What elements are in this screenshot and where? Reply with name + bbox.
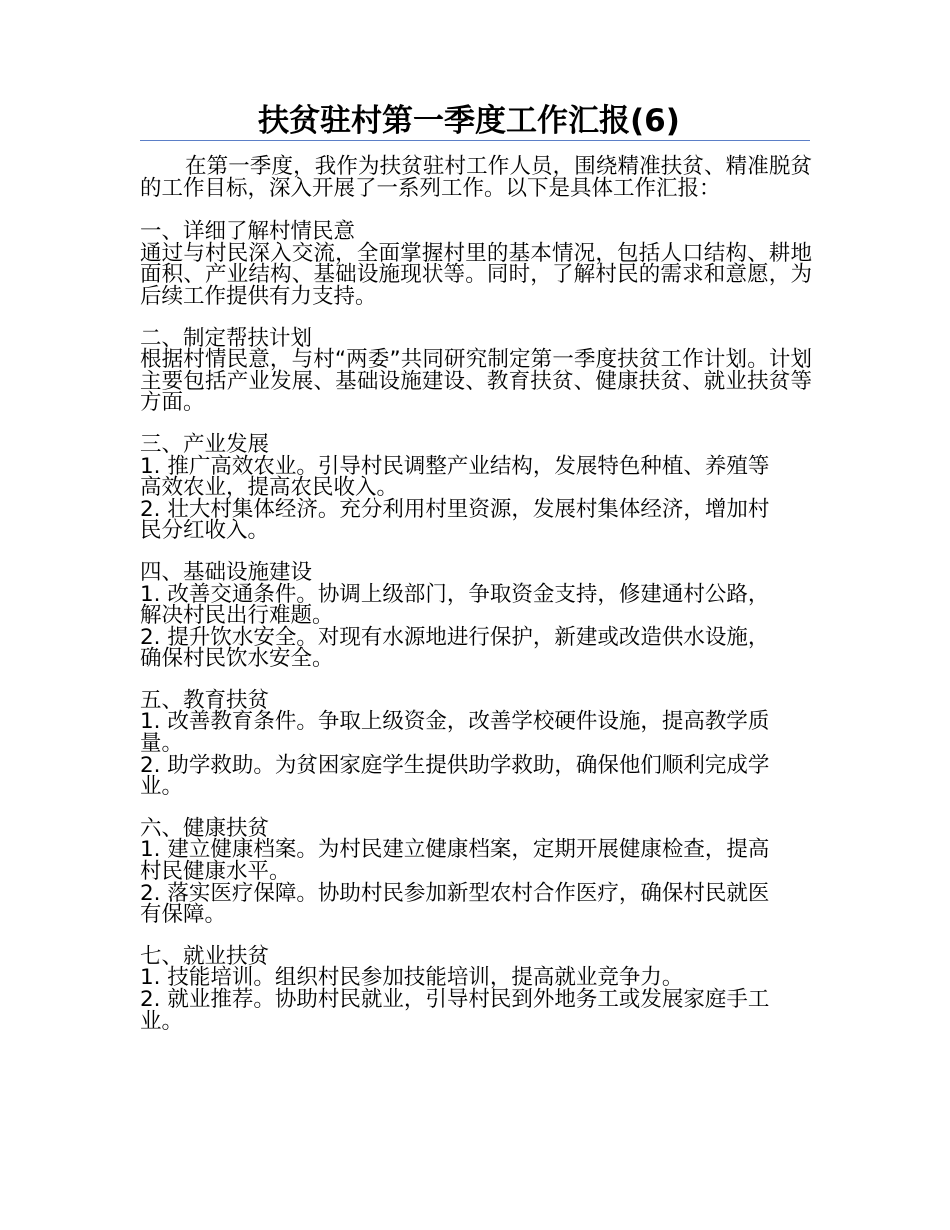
title-underline (140, 140, 810, 141)
section-heading: 七、就业扶贫 (140, 943, 270, 969)
section-2 (140, 325, 812, 416)
section-line: 1. 改善教育条件。争取上级资金，改善学校硬件设施，提高教学质量。 (140, 709, 770, 757)
document-body (140, 150, 812, 1052)
section-7 (140, 943, 812, 1034)
section-heading: 二、制定帮扶计划 (140, 325, 313, 351)
section-6 (140, 815, 812, 928)
section-line: 2. 助学救助。为贫困家庭学生提供助学救助，确保他们顺利完成学业。 (140, 752, 770, 800)
section-line: 2. 提升饮水安全。对现有水源地进行保护，新建或改造供水设施，确保村民饮水安全。 (140, 624, 770, 672)
section-heading: 六、健康扶贫 (140, 815, 270, 841)
section-heading: 三、产业发展 (140, 431, 270, 457)
section-3 (140, 431, 812, 544)
section-line: 2. 落实医疗保障。协助村民参加新型农村合作医疗，确保村民就医有保障。 (140, 880, 770, 928)
document-title: 扶贫驻村第一季度工作汇报(6) (258, 103, 680, 139)
section-heading: 四、基础设施建设 (140, 559, 313, 585)
intro-paragraph: 在第一季度，我作为扶贫驻村工作人员，围绕精准扶贫、精准脱贫的工作目标，深入开展了一系列工作。以下是具体工作汇报： (140, 154, 812, 201)
section-line: 通过与村民深入交流，全面掌握村里的基本情况，包括人口结构、耕地面积、产业结构、基础设施现状等。同时，了解村民的需求和意愿，为后续工作提供有力支持。 (140, 240, 812, 309)
section-line: 2. 壮大村集体经济。充分利用村里资源，发展村集体经济，增加村民分红收入。 (140, 496, 770, 544)
section-line: 1. 技能培训。组织村民参加技能培训，提高就业竞争力。 (140, 965, 684, 991)
section-line: 2. 就业推荐。协助村民就业，引导村民到外地务工或发展家庭手工业。 (140, 987, 770, 1034)
section-4 (140, 559, 812, 672)
section-line: 1. 推广高效农业。引导村民调整产业结构，发展特色种植、养殖等高效农业，提高农民收入。 (140, 453, 770, 501)
section-5 (140, 687, 812, 800)
section-line: 1. 建立健康档案。为村民建立健康档案，定期开展健康检查，提高村民健康水平。 (140, 837, 770, 885)
section-1 (140, 221, 812, 307)
section-line: 1. 改善交通条件。协调上级部门，争取资金支持，修建通村公路，解决村民出行难题。 (140, 581, 770, 629)
section-heading: 五、教育扶贫 (140, 687, 270, 713)
section-line: 根据村情民意，与村“两委”共同研究制定第一季度扶贫工作计划。计划主要包括产业发展、基础设施建设、教育扶贫、健康扶贫、就业扶贫等方面。 (140, 347, 812, 416)
section-heading: 一、详细了解村情民意 (140, 219, 356, 245)
